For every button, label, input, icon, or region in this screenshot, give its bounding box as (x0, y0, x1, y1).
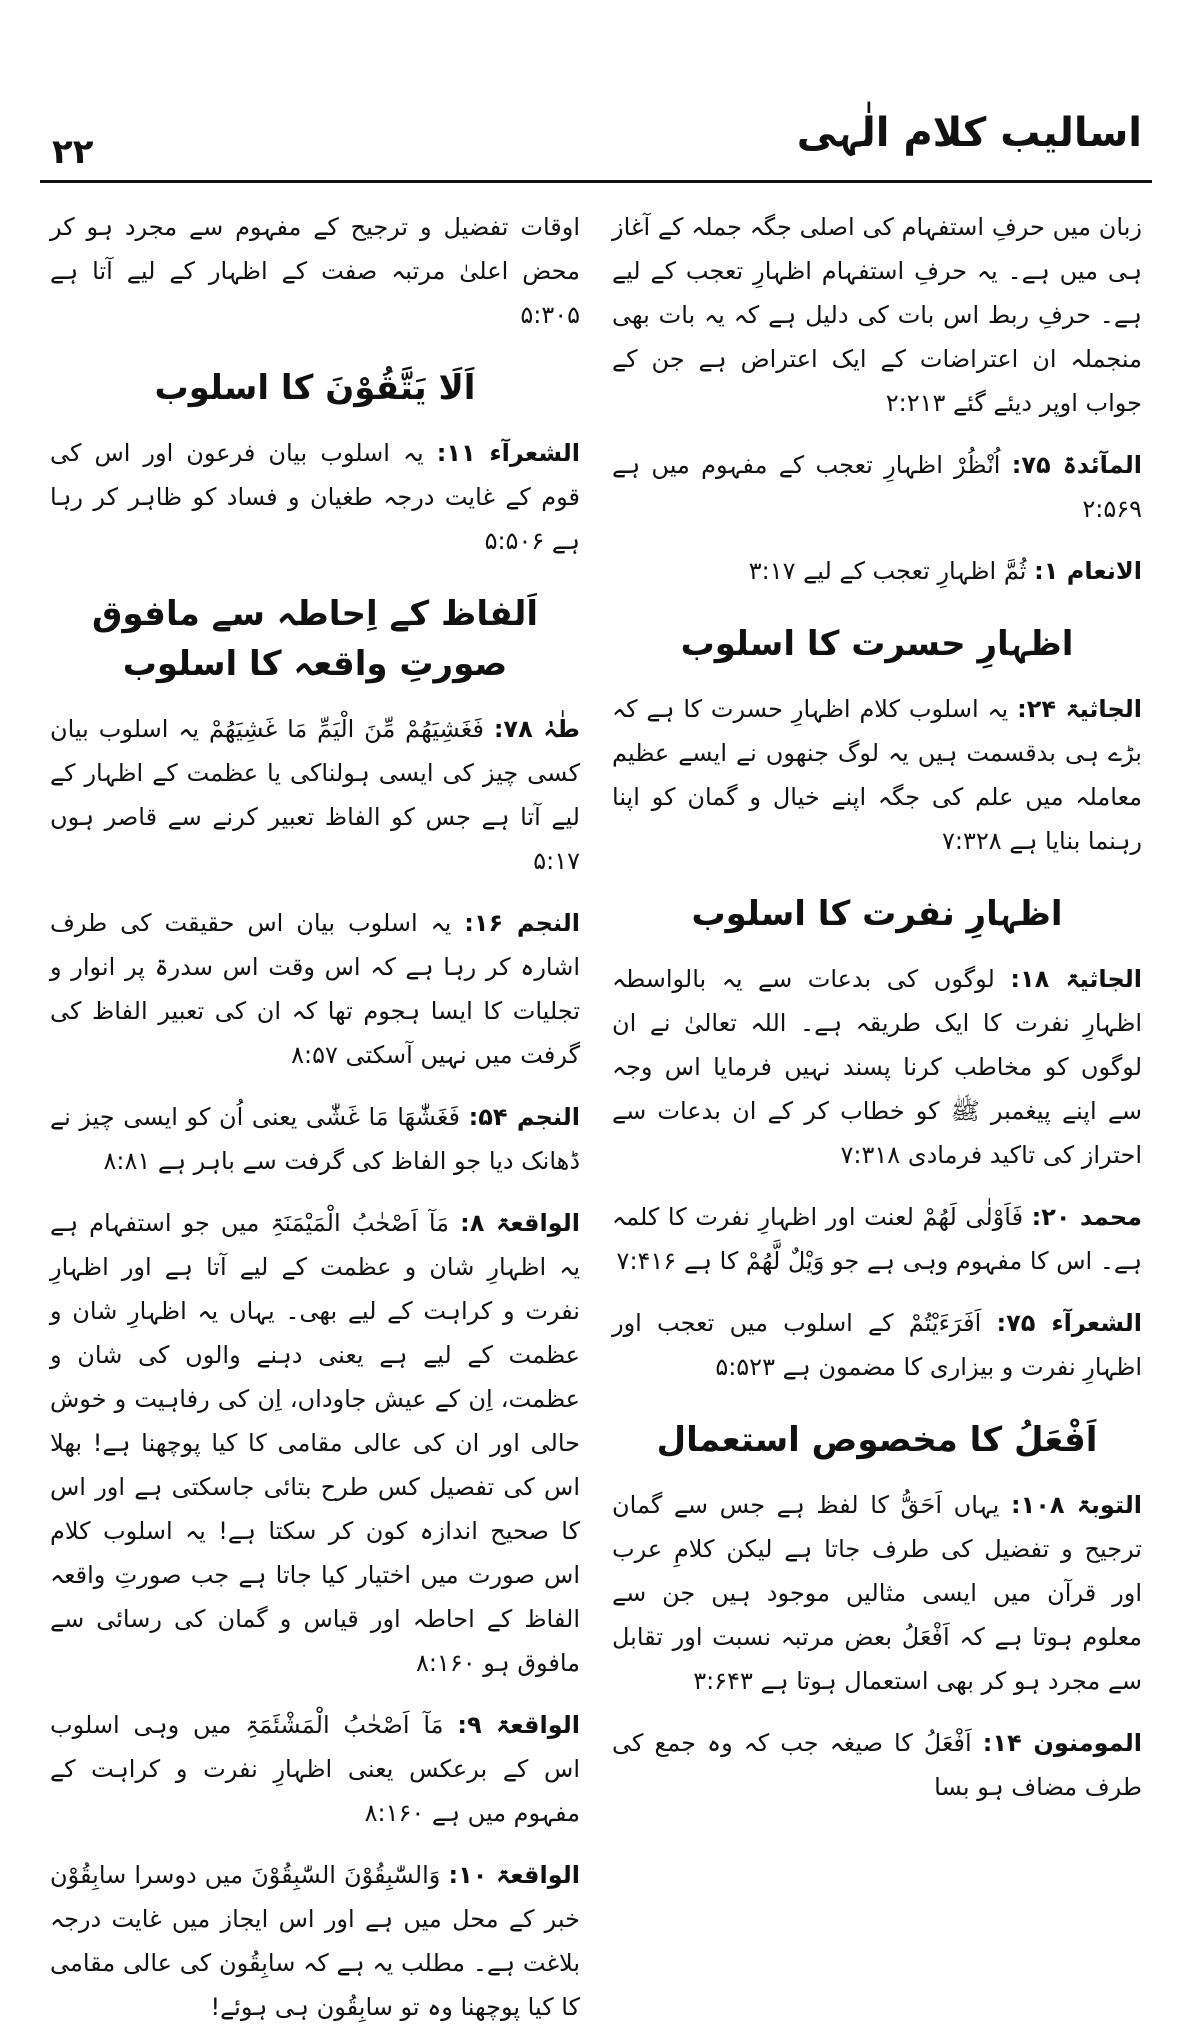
paragraph-text: یہ اسلوب کلام اظہارِ حسرت کا ہے کہ بڑے ہی بدقسمت ہیں یہ لوگ جنھوں نے ایسے عظیم معاملہ میں علم کی جگہ اپنے خیال و گمان کو اپنا رہنما بنایا ہے ۷:۳۲۸ (612, 695, 1142, 855)
verse-reference: الواقعۃ ۱۰: (448, 1861, 580, 1889)
paragraph-text: یہ اسلوب بیان اس حقیقت کی طرف اشارہ کر رہا ہے کہ اس وقت اس سدرۃ پر انوار و تجلیات کا ایسا ہجوم تھا کہ ان کی تعبیر الفاظ کی گرفت میں نہیں آسکتی ۸:۵۷ (50, 909, 580, 1069)
paragraph-text: لوگوں کی بدعات سے یہ بالواسطہ اظہارِ نفرت کا ایک طریقہ ہے۔ اللہ تعالیٰ نے ان لوگوں کو مخاطب کرنا پسند نہیں فرمایا اس وجہ سے اپنے پیغمبر ﷺ کو خطاب کر کے ان بدعات سے احتراز کی تاکید فرمادی ۷:۳۱۸ (612, 965, 1142, 1169)
verse-reference: الشعرآء ۷۵: (996, 1309, 1142, 1337)
paragraph (612, 205, 1142, 425)
paragraph (50, 431, 580, 563)
paragraph (50, 1703, 580, 1835)
paragraph-text: فَاَوْلٰی لَھُمْ لعنت اور اظہارِ نفرت کا کلمہ ہے۔ اس کا مفہوم وہی ہے جو وَیْلٌ لَّھُمْ کا ہے ۷:۴۱۶ (612, 1203, 1142, 1275)
paragraph-text: اُنْظُرْ اظہارِ تعجب کے مفہوم میں ہے ۲:۵۶۹ (612, 451, 1142, 523)
paragraph (612, 443, 1142, 531)
right-column (612, 205, 1142, 1845)
header-rule (40, 180, 1152, 183)
paragraph (612, 687, 1142, 863)
paragraph (612, 1301, 1142, 1389)
paragraph (612, 1195, 1142, 1283)
paragraph-text: فَغَشّٰھَا مَا غَشّٰی یعنی اُن کو ایسی چیز نے ڈھانک دیا جو الفاظ کی گرفت سے باہر ہے ۸:۸۱ (50, 1103, 580, 1175)
paragraph (50, 1095, 580, 1183)
verse-reference: الواقعۃ ۹: (457, 1711, 580, 1739)
paragraph (612, 1721, 1142, 1809)
verse-reference: النجم ۵۴: (468, 1103, 580, 1131)
section-heading: اظہارِ حسرت کا اسلوب (680, 624, 1074, 664)
paragraph-text: مَآ اَصْحٰبُ الْمَشْئَمَۃِ میں وہی اسلوب اس کے برعکس یعنی اظہارِ نفرت و کراہت کے مفہوم میں ہے ۸:۱۶۰ (50, 1711, 580, 1827)
paragraph-text: فَغَشِیَھُمْ مِّنَ الْیَمِّ مَا غَشِیَھُمْ یہ اسلوب بیان کسی چیز کی ایسی ہولناکی یا عظمت کے اظہار کے لیے آتا ہے جس کو الفاظ تعبیر کرنے سے قاصر ہوں ۵:۱۷ (50, 715, 580, 875)
verse-reference: طٰہٰ ۷۸: (493, 715, 580, 743)
verse-reference: التوبۃ ۱۰۸: (1010, 1491, 1142, 1519)
verse-reference: الانعام ۱: (1034, 557, 1142, 585)
section-heading: اَفْعَلُ کا مخصوص استعمال (656, 1420, 1098, 1460)
paragraph-text: وَالسّٰبِقُوْنَ السّٰبِقُوْنَ میں دوسرا سابِقُوْن خبر کے محل میں ہے اور اس ایجاز میں غایت درجہ بلاغت ہے۔ مطلب یہ ہے کہ سابِقُون کی عالی مقامی کا کیا پوچھنا وہ تو سابِقُون ہی ہوئے! (50, 1861, 580, 2021)
section-heading: اَلفاظ کے اِحاطہ سے مافوق صورتِ واقعہ کا اسلوب (91, 594, 539, 684)
paragraph-text: یہاں اَحَقُّ کا لفظ ہے جس سے گمان ترجیح و تفضیل کی طرف جاتا ہے لیکن کلامِ عرب اور قرآن میں ایسی مثالیں موجود ہیں جن سے معلوم ہوتا ہے کہ اَفْعَلُ بعض مرتبہ نسبت اور تقابل سے مجرد ہو کر بھی استعمال ہوتا ہے ۳:۶۴۳ (612, 1491, 1142, 1695)
section-heading: اَلَا یَتَّقُوْنَ کا اسلوب (154, 368, 476, 408)
paragraph (50, 1201, 580, 1685)
paragraph-text: اَفَرَءَیْتُمْ کے اسلوب میں تعجب اور اظہارِ نفرت و بیزاری کا مضمون ہے ۵:۵۲۳ (612, 1309, 1142, 1381)
paragraph-text: ثُمَّ اظہارِ تعجب کے لیے ۳:۱۷ (748, 557, 1027, 585)
verse-reference: النجم ۱۶: (464, 909, 580, 937)
verse-reference: الجاثیۃ ۲۴: (1017, 695, 1142, 723)
paragraph-text: مَآ اَصْحٰبُ الْمَیْمَنَۃِ میں جو استفہام ہے یہ اظہارِ شان و عظمت کے لیے آتا ہے اور اظہارِ نفرت و کراہت کے لیے بھی۔ یہاں یہ اظہارِ شان و عظمت کے لیے ہے یعنی دہنے والوں کی شان و عظمت، اِن کے عیش جاوداں، اِن کی رفاہیت و خوش حالی اور ان کی عالی مقامی کا کیا پوچھنا ہے! بھلا اس کی تفصیل کس طرح بتائی جاسکتی ہے اور اس کا صحیح اندازہ کون کر سکتا ہے! یہ اسلوب کلام اس صورت میں اختیار کیا جاتا ہے جب صورتِ واقعہ الفاظ کے احاطہ اور قیاس و گمان کی رسائی سے مافوق ہو ۸:۱۶۰ (50, 1209, 580, 1677)
paragraph (50, 707, 580, 883)
section-heading: اظہارِ نفرت کا اسلوب (691, 894, 1063, 934)
paragraph (612, 549, 1142, 593)
verse-reference: المآئدۃ ۷۵: (1011, 451, 1142, 479)
paragraph (612, 1483, 1142, 1703)
paragraph-text: اَفْعَلُ کا صیغہ جب کہ وہ جمع کی طرف مضاف ہو بسا (612, 1729, 1142, 1801)
verse-reference: محمد ۲۰: (1031, 1203, 1142, 1231)
left-column (50, 205, 580, 2021)
verse-reference: الواقعۃ ۸: (460, 1209, 580, 1237)
page-header (40, 110, 1152, 180)
paragraph-text: زبان میں حرفِ استفہام کی اصلی جگہ جملہ کے آغاز ہی میں ہے۔ یہ حرفِ استفہام اظہارِ تعجب کے لیے ہے۔ حرفِ ربط اس بات کی دلیل ہے کہ یہ بات بھی منجملہ ان اعتراضات کے ایک اعتراض ہے جن کے جواب اوپر دیئے گئے ۲:۲۱۳ (612, 213, 1142, 417)
verse-reference: المومنون ۱۴: (982, 1729, 1142, 1757)
page-number: ۲۲ (52, 132, 94, 172)
paragraph (50, 1853, 580, 2029)
paragraph (612, 957, 1142, 1177)
paragraph (50, 205, 580, 337)
verse-reference: الشعرآء ۱۱: (436, 439, 580, 467)
paragraph-text: یہ اسلوب بیان فرعون اور اس کی قوم کے غایت درجہ طغیان و فساد کو ظاہر کر رہا ہے ۵:۵۰۶ (50, 439, 580, 555)
verse-reference: الجاثیۃ ۱۸: (1010, 965, 1142, 993)
paragraph (50, 901, 580, 1077)
paragraph-text: اوقات تفضیل و ترجیح کے مفہوم سے مجرد ہو کر محض اعلیٰ مرتبہ صفت کے اظہار کے لیے آتا ہے ۵:۳۰۵ (50, 213, 580, 329)
running-title: اسالیب کلام الٰہی (796, 110, 1142, 156)
